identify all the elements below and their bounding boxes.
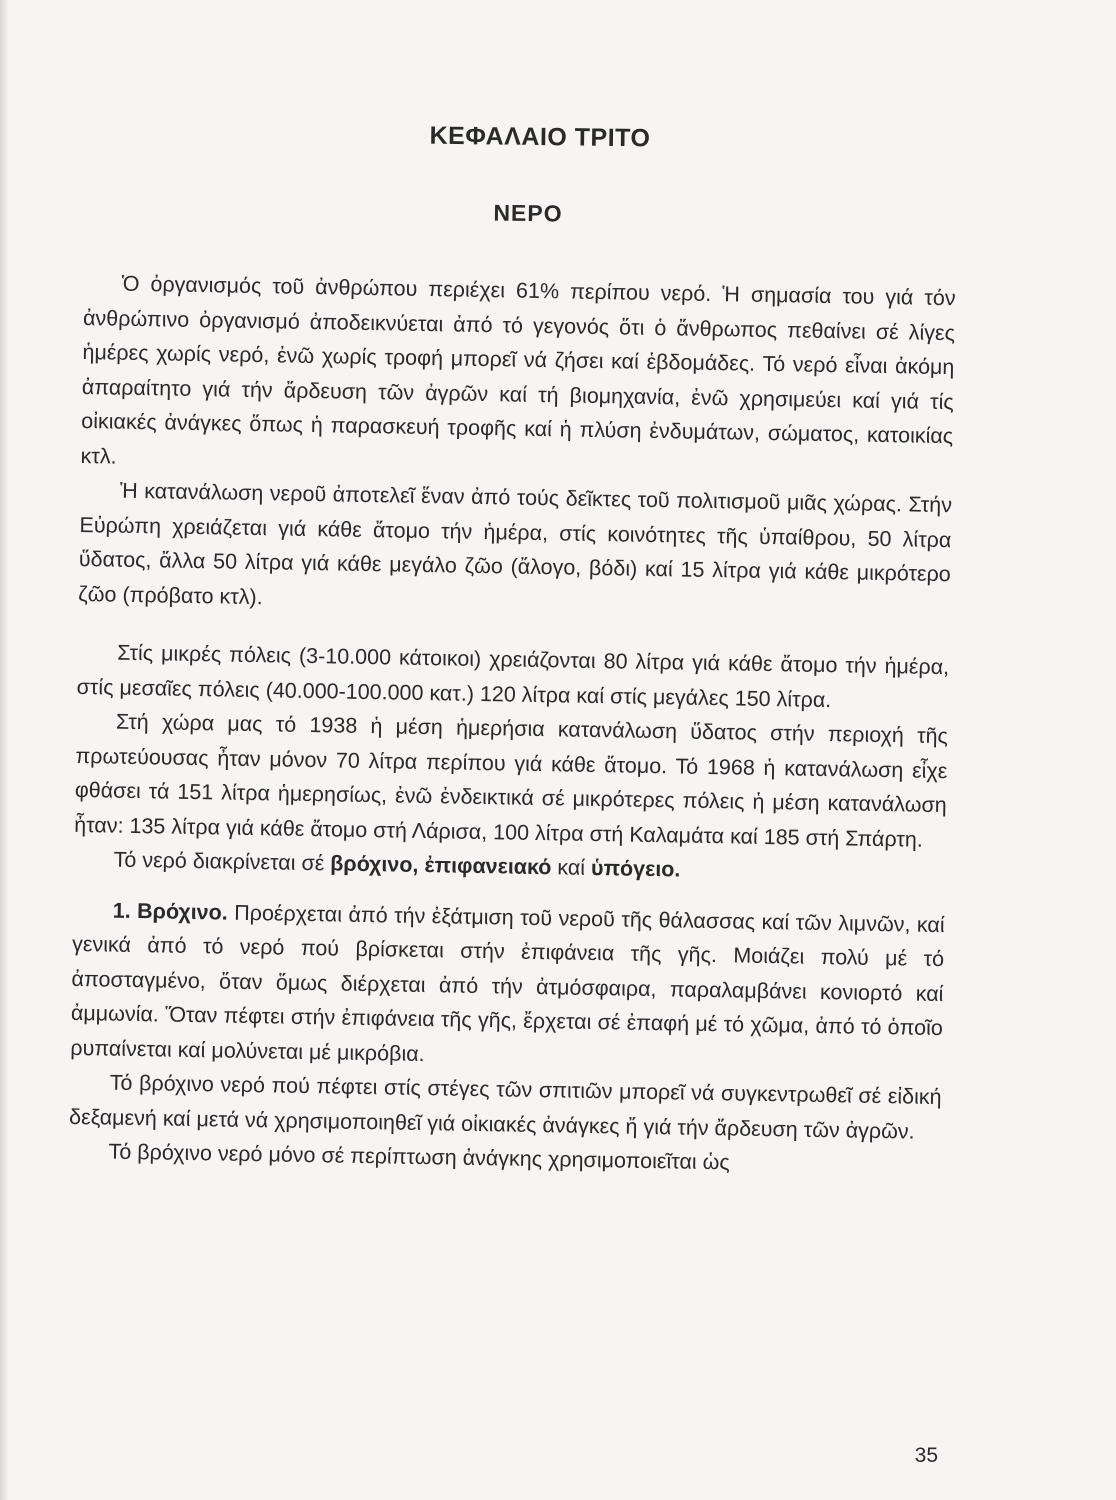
term-rain-surface: βρόχινο, ἐπιφανειακό <box>330 851 552 880</box>
paragraph-6 <box>70 892 945 1080</box>
section-title: ΝΕΡΟ <box>493 199 563 227</box>
subsection-heading-rainwater: 1. Βρόχινο. <box>112 898 228 925</box>
chapter-title: ΚΕΦΑΛΑΙΟ ΤΡΙΤΟ <box>429 121 651 153</box>
paragraph-6-text: Προέρχεται ἀπό τήν ἐξάτμιση τοῦ νεροῦ τῆς θάλασσας καί τῶν λιμνῶν, καί γενικά ἀπό τό νερό πού βρίσκεται στήν ἐπιφάνεια τῆς γῆς. Μοιάζει πολύ μέ τό ἀποσταγμένο, ὅταν ὅμως διέρχεται ἀπό τήν ἀτμόσφαιρα, παραλαμβάνει κονιορτό καί ἀμμωνία. Ὅταν πέφτει στήν ἐπιφάνεια τῆς γῆς, ἔρχεται σέ ἐπαφή μέ τό χῶμα, ἀπό τό ὁποῖο ρυπαίνεται καί μολύνεται μέ μικρόβια. <box>70 900 945 1066</box>
term-underground: ὑπόγειο. <box>590 855 681 882</box>
paragraph-7: Τό βρόχινο νερό πού πέφτει στίς στέγες τῶν σπιτιῶν μπορεῖ νά συγκεντρωθεῖ σέ εἰδική δεξαμενή καί μετά νά χρησιμοποιηθεῖ γιά οἰκιακές ἀνάγκες ἤ γιά τήν ἄρδευση τῶν ἀγρῶν. <box>68 1070 942 1144</box>
paragraph-2: Ἡ κατανάλωση νεροῦ ἀποτελεῖ ἕναν ἀπό τούς δεῖκτες τοῦ πολιτισμοῦ μιᾶς χώρας. Στήν Εὐρώπη χρειάζεται γιά κάθε ἄτομο τήν ἡμέρα, στίς κοινότητες τῆς ὑπαίθρου, 50 λίτρα ὕδατος, ἄλλα 50 λίτρα γιά κάθε μεγάλο ζῶο (ἄλογο, βόδι) καί 15 λίτρα γιά κάθε μικρότερο ζῶο (πρόβατο κτλ). <box>78 478 953 609</box>
paragraph-5-prefix: Τό νερό διακρίνεται σέ <box>113 847 331 876</box>
page-number: 35 <box>914 1444 938 1467</box>
paragraph-8: Τό βρόχινο νερό μόνο σέ περίπτωση ἀνάγκης χρησιμοποιεῖται ὡς <box>108 1139 730 1175</box>
paragraph-4: Στή χώρα μας τό 1938 ἡ μέση ἡμερήσια κατανάλωση ὕδατος στήν περιοχή τῆς πρωτεύουσας ἦταν μόνον 70 λίτρα περίπου γιά κάθε ἄτομο. Τό 1968 ἡ κατανάλωση εἶχε φθάσει τά 151 λίτρα ἡμερησίως, ἐνῶ ἐνδεικτικά σέ μικρότερες πόλεις ἡ μέση κατανάλωση ἦταν: 135 λίτρα γιά κάθε ἄτομο στή Λάρισα, 100 λίτρα στή Καλαμάτα καί 185 στή Σπάρτη. <box>74 709 949 852</box>
body-text <box>68 266 956 1184</box>
paragraph-3: Στίς μικρές πόλεις (3-10.000 κάτοικοι) χρειάζονται 80 λίτρα γιά κάθε ἄτομο τήν ἡμέρα, στίς μεσαῖες πόλεις (40.000-100.000 κατ.) 120 λίτρα καί στίς μεγάλες 150 λίτρα. <box>76 640 950 712</box>
paragraph-1: Ὁ ὀργανισμός τοῦ ἀνθρώπου περιέχει 61% περίπου νερό. Ἡ σημασία του γιά τόν ἀνθρώπινο ὀργανισμό ἀποδεικνύεται ἀπό τό γεγονός ὅτι ὁ ἄνθρωπος πεθαίνει σέ λίγες ἡμέρες χωρίς νερό, ἐνῶ χωρίς τροφή μπορεῖ νά ζήσει καί ἑβδομάδες. Τό νερό εἶναι ἀκόμη ἀπαραίτητο γιά τήν ἄρδευση τῶν ἀγρῶν καί τή βιομηχανία, ἐνῶ χρησιμεύει καί γιά τίς οἰκιακές ἀνάγκες ὅπως ἡ παρασκευή τροφῆς καί ἡ πλύση ἐνδυμάτων, σώματος, κατοικίας κτλ. <box>80 271 956 469</box>
paragraph-5-middle: καί <box>551 855 592 880</box>
